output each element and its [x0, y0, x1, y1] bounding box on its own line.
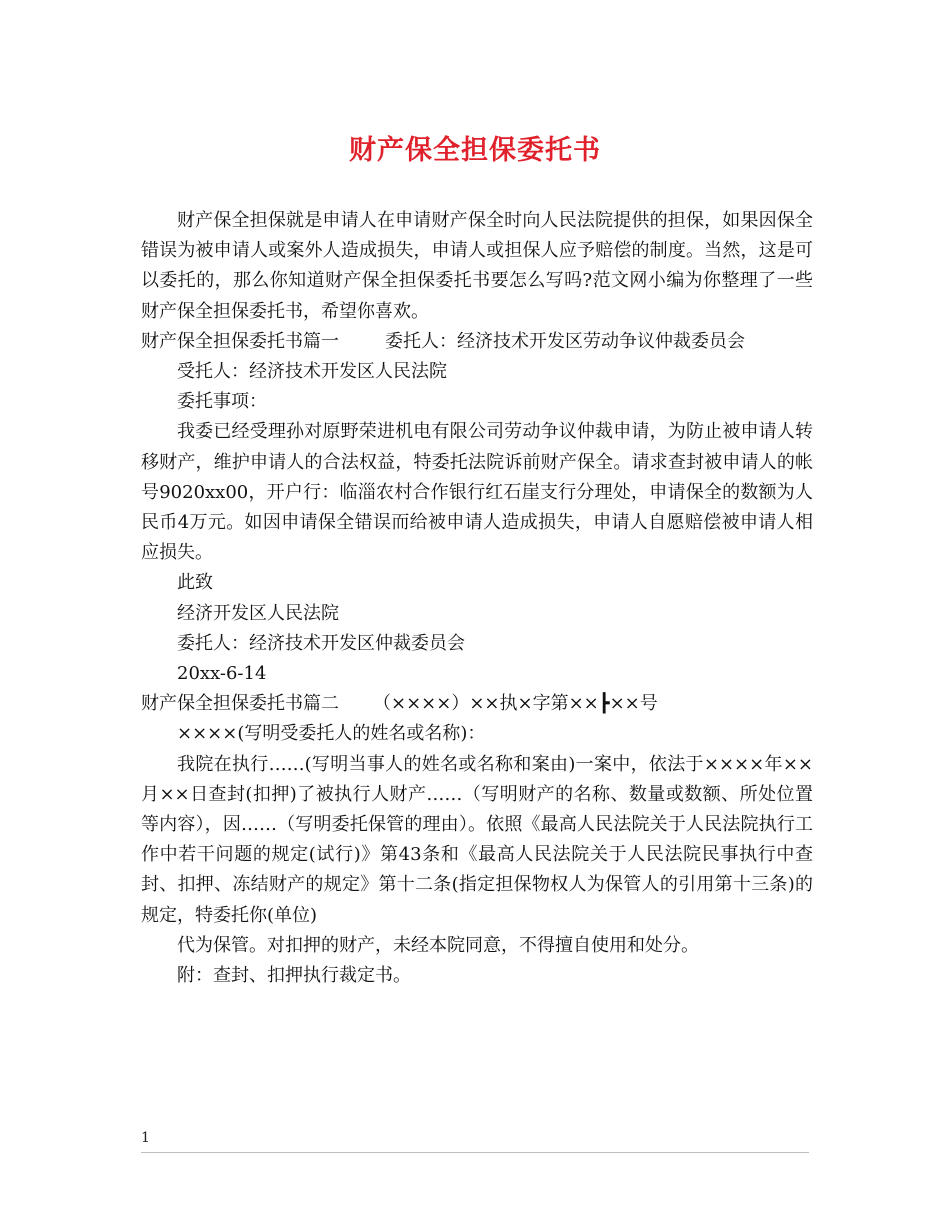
date: 20xx-6-14	[177, 663, 267, 685]
recipient: 经济开发区人民法院	[177, 602, 339, 624]
matters-paragraph: 我委已经受理孙对原野荣进机电有限公司劳动争议仲裁申请，为防止被申请人转移财产，维护申请人的合法权益，特委托法院诉前财产保全。请求查封被申请人的帐号9020xx00，开户行：临淄农村合作银行红石崖支行分理处，申请保全的数额为人民币4万元。如因申请保全错误而给被申请人造成损失，申请人自愿赔偿被申请人相应损失。	[141, 421, 813, 564]
section-1-heading: 财产保全担保委托书篇一	[141, 330, 339, 352]
agent-line: 受托人：经济技术开发区人民法院	[177, 361, 447, 383]
section-2-heading-line	[141, 689, 813, 719]
document-title: 财产保全担保委托书	[349, 135, 601, 166]
intro-paragraph: 财产保全担保就是申请人在申请财产保全时向人民法院提供的担保，如果因保全错误为被申请人或案外人造成损失，申请人或担保人应予赔偿的制度。当然，这是可以委托的，那么你知道财产保全担保委托书要怎么写吗?范文网小编为你整理了一些财产保全担保委托书，希望你喜欢。	[141, 210, 813, 322]
section-2-heading: 财产保全担保委托书篇二	[141, 693, 339, 715]
attachment-line: 附：查封、扣押执行裁定书。	[177, 965, 411, 987]
page-number: 1	[141, 1130, 150, 1146]
section-2-body: 我院在执行……(写明当事人的姓名或名称和案由)一案中，依法于××××年××月××日查封(扣押)了被执行人财产……（写明财产的名称、数量或数额、所处位置等内容），因……（写明委托保管的理由）。依照《最高人民法院关于人民法院执行工作中若干问题的规定(试行)》第43条和《最高人民法院关于人民法院民事执行中查封、扣押、冻结财产的规定》第十二条(指定担保物权人为保管人的引用第十三条)的规定，特委托你(单位)	[141, 753, 813, 926]
section-1-heading-line	[141, 327, 813, 357]
custody-paragraph: 代为保管。对扣押的财产，未经本院同意，不得擅自使用和处分。	[177, 934, 699, 956]
addressee: ××××(写明受委托人的姓名或名称)：	[177, 723, 486, 745]
reference-number: （××××）××执×字第××┣××号	[373, 693, 658, 715]
principal-line: 委托人：经济技术开发区劳动争议仲裁委员会	[385, 330, 745, 352]
salutation: 此致	[177, 572, 213, 594]
signer: 委托人：经济技术开发区仲裁委员会	[177, 632, 465, 654]
matters-label: 委托事项：	[177, 391, 267, 413]
document-body	[141, 206, 813, 991]
footer-divider	[141, 1152, 809, 1153]
